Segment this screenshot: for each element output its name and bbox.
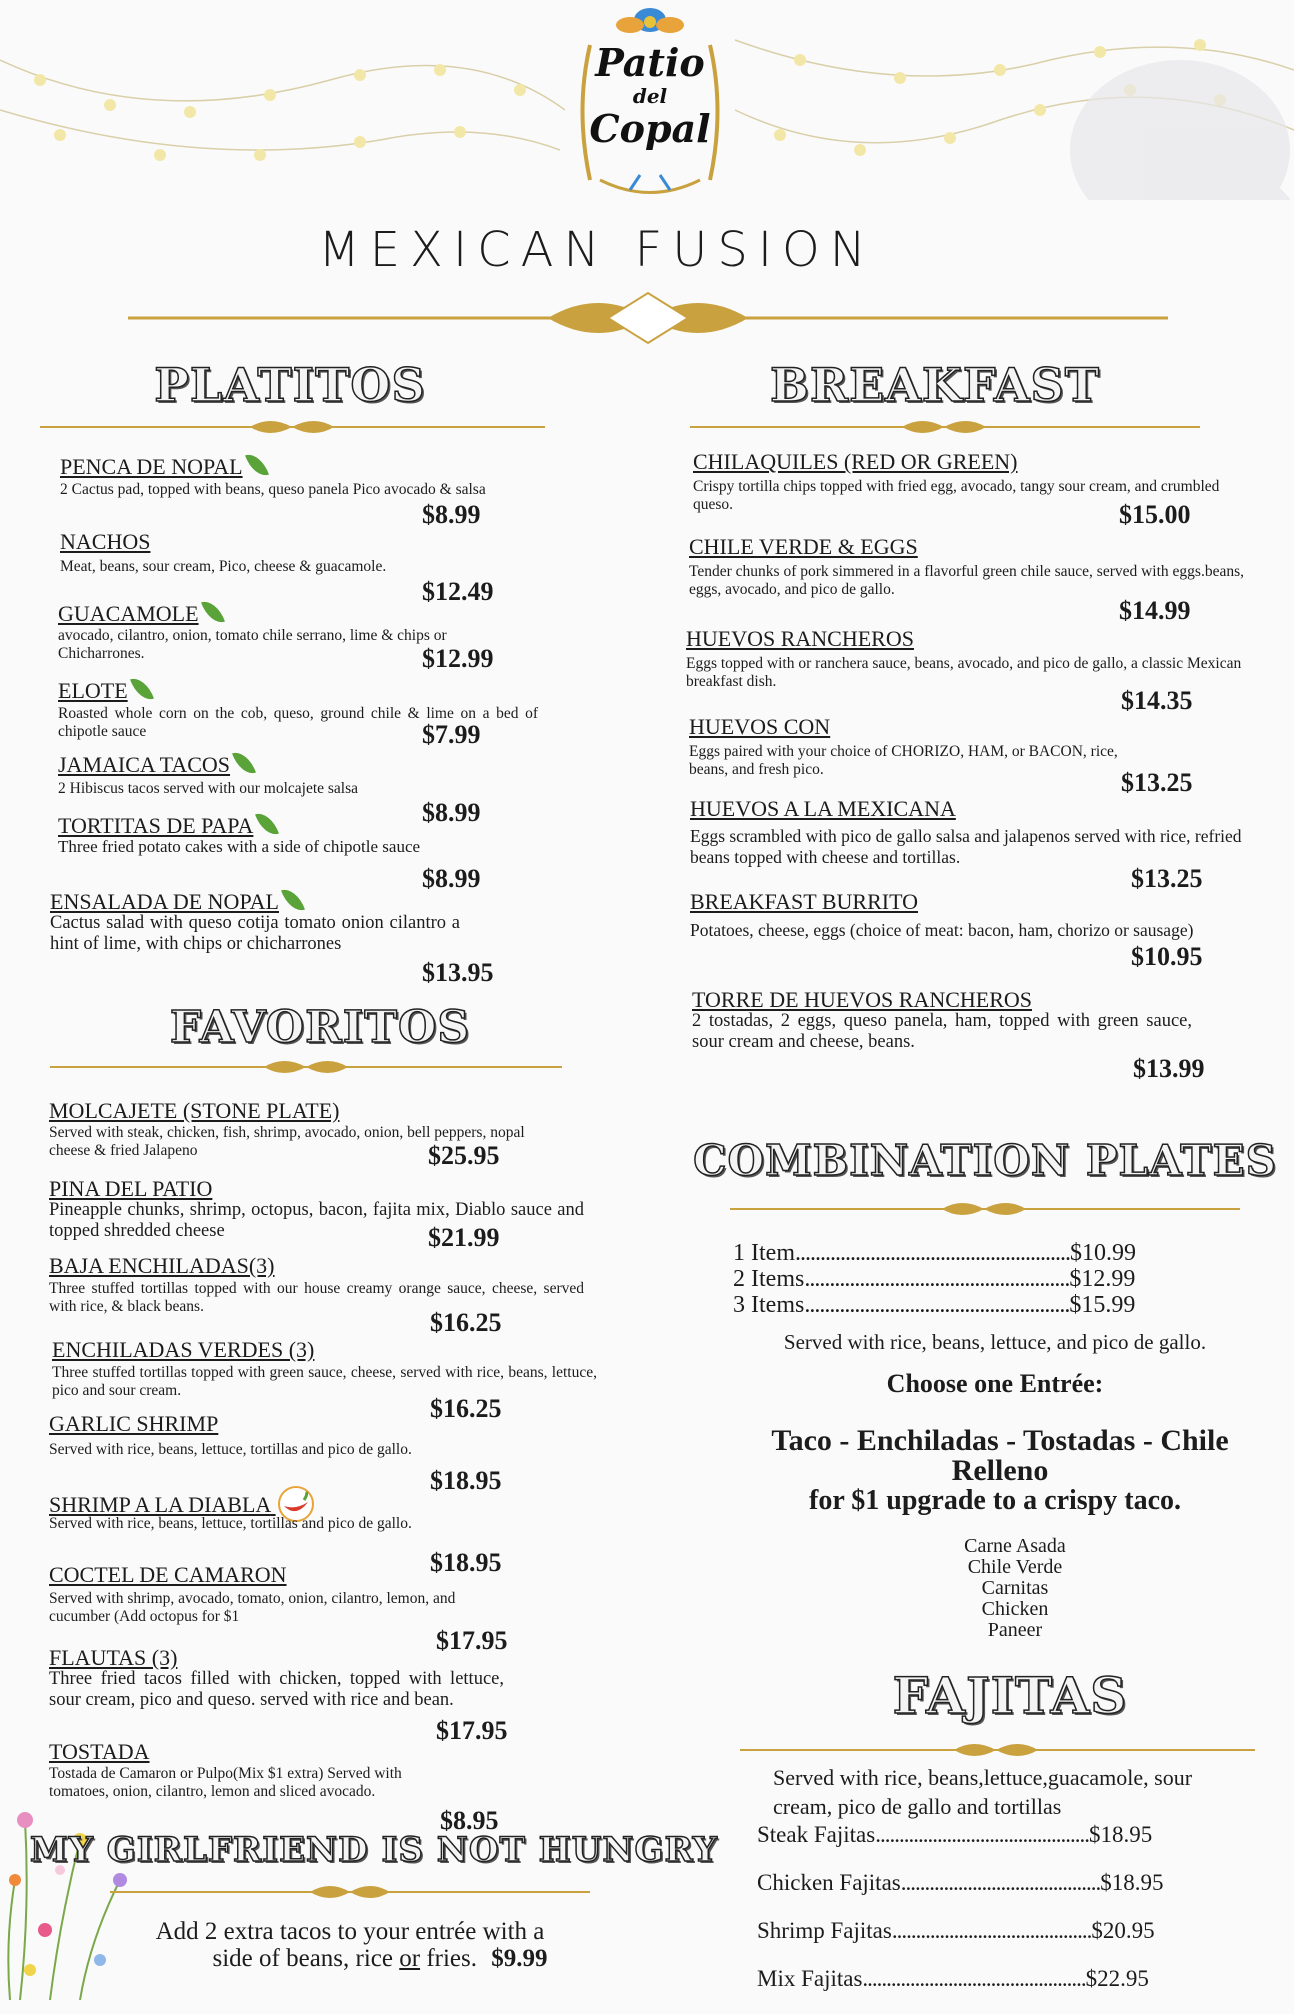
girlfriend-heading: MY GIRLFRIEND IS NOT HUNGRY: [30, 1830, 718, 1870]
combination-entrees: Taco - Enchiladas - Tostadas - Chile Relleno: [771, 1424, 1229, 1487]
page-subtitle: MEXICAN FUSION: [318, 222, 876, 278]
combination-upgrade: for $1 upgrade to a crispy taco.: [809, 1485, 1181, 1516]
fajita-line: Mix Fajitas...............................................$22.95: [757, 1966, 1149, 1991]
menu-item-desc: Crispy tortilla chips topped with fried egg, avocado, tangy sour cream, and crumbled queso.: [693, 478, 1220, 513]
favoritos-divider: [50, 1055, 562, 1079]
vegetarian-leaf-icon: [281, 885, 305, 915]
protein-option: Chile Verde: [967, 1556, 1063, 1578]
menu-item-name: GUACAMOLE: [58, 599, 221, 627]
menu-item-name: BAJA ENCHILADAS(3): [49, 1253, 275, 1278]
combination-heading: COMBINATION PLATES: [693, 1136, 1277, 1185]
menu-item-name: BREAKFAST BURRITO: [690, 889, 918, 914]
fajitas-served: Served with rice, beans,lettuce,guacamole, sour cream, pico de gallo and tortillas: [773, 1765, 1193, 1819]
menu-item-desc: Eggs topped with or ranchera sauce, beans, avocado, and pico de gallo, a classic Mexican breakfast dish.: [686, 655, 1242, 690]
combination-line: 3 Items.....................................................$15.99: [733, 1292, 1136, 1318]
menu-item-name: PINA DEL PATIO: [49, 1176, 213, 1201]
fajita-line: Chicken Fajitas..........................................$18.95: [757, 1870, 1164, 1895]
vegetarian-leaf-icon: [201, 597, 225, 627]
menu-item-price: $13.99: [1133, 1054, 1205, 1083]
fajitas-divider: [740, 1738, 1255, 1762]
menu-item-desc: Potatoes, cheese, eggs (choice of meat: bacon, ham, chorizo or sausage): [690, 920, 1194, 940]
menu-item-desc: Tender chunks of pork simmered in a flavorful green chile sauce, served with eggs.beans, eggs, avocado, and pico de gallo.: [689, 563, 1245, 598]
menu-item-name: ENSALADA DE NOPAL: [50, 887, 301, 915]
combination-proteins: [900, 1536, 1130, 1641]
menu-item-name: JAMAICA TACOS: [58, 750, 252, 778]
menu-item-desc: Served with shrimp, avocado, tomato, onion, cilantro, lemon, and cucumber (Add octopus for $1: [49, 1590, 456, 1625]
protein-option: Chicken: [981, 1598, 1049, 1620]
fajitas-heading: FAJITAS: [892, 1666, 1128, 1725]
menu-item-desc: Pineapple chunks, shrimp, octopus, bacon, fajita mix, Diablo sauce and topped shredded cheese: [49, 1200, 584, 1241]
combination-line: 2 Items.....................................................$12.99: [733, 1266, 1136, 1292]
menu-item-name: ENCHILADAS VERDES (3): [52, 1337, 315, 1362]
menu-item-price: $12.99: [422, 644, 494, 673]
menu-item-name: TOSTADA: [49, 1739, 150, 1764]
vegetarian-leaf-icon: [255, 809, 279, 839]
menu-item-price: $17.95: [436, 1626, 508, 1655]
vegetarian-leaf-icon: [245, 450, 269, 480]
menu-item-name: HUEVOS CON: [689, 714, 831, 739]
combination-choose: Choose one Entrée:: [886, 1369, 1104, 1398]
menu-item-price: $7.99: [422, 720, 481, 749]
combination-served: Served with rice, beans, lettuce, and pico de gallo.: [783, 1330, 1207, 1354]
menu-item-price: $14.35: [1121, 686, 1193, 715]
menu-item-name: HUEVOS A LA MEXICANA: [690, 796, 956, 821]
menu-item-name: CHILE VERDE & EGGS: [689, 534, 918, 559]
menu-item-desc: Three fried tacos filled with chicken, topped with lettuce, sour cream, pico and queso. served with rice and bean.: [49, 1669, 504, 1710]
menu-item-desc: Eggs scrambled with pico de gallo salsa and jalapenos served with rice, refried beans topped with cheese and tortillas.: [690, 826, 1242, 867]
menu-item-desc: Meat, beans, sour cream, Pico, cheese & guacamole.: [60, 558, 387, 575]
vegetarian-leaf-icon: [130, 674, 154, 704]
menu-item-desc: Served with steak, chicken, fish, shrimp, avocado, onion, bell peppers, nopal cheese & fried Jalapeno: [49, 1124, 525, 1159]
menu-item-desc: Roasted whole corn on the cob, queso, ground chile & lime on a bed of chipotle sauce: [58, 705, 538, 740]
menu-item-desc: 2 Cactus pad, topped with beans, queso panela Pico avocado & salsa: [60, 481, 486, 498]
menu-item-name: MOLCAJETE (STONE PLATE): [49, 1098, 340, 1123]
menu-item-desc: Eggs paired with your choice of CHORIZO, HAM, or BACON, rice, beans, and fresh pico.: [689, 743, 1118, 778]
menu-item-price: $8.99: [422, 798, 481, 827]
vegetarian-leaf-icon: [232, 748, 256, 778]
menu-item-name: TORRE DE HUEVOS RANCHEROS: [692, 987, 1033, 1012]
breakfast-heading: BREAKFAST: [770, 358, 1100, 412]
menu-item-name: COCTEL DE CAMARON: [49, 1562, 287, 1587]
protein-option: Carne Asada: [964, 1535, 1066, 1557]
protein-option: Paneer: [987, 1619, 1043, 1641]
menu-item-desc: Served with rice, beans, lettuce, tortillas and pico de gallo.: [49, 1441, 412, 1458]
menu-item-desc: Tostada de Camaron or Pulpo(Mix $1 extra) Served with tomatoes, onion, cilantro, lemon and sliced avocado.: [49, 1765, 402, 1800]
girlfriend-price: $9.99: [491, 1945, 548, 1972]
menu-item-price: $25.95: [428, 1141, 500, 1170]
platitos-divider: [40, 415, 545, 439]
menu-item-name: CHILAQUILES (RED OR GREEN): [693, 449, 1018, 474]
menu-item-desc: 2 Hibiscus tacos served with our molcajete salsa: [58, 780, 359, 797]
menu-item-price: $17.95: [436, 1716, 508, 1745]
menu-item-price: $13.25: [1121, 768, 1193, 797]
brand-line1: Patio: [595, 40, 705, 85]
platitos-heading: PLATITOS: [154, 358, 426, 412]
menu-item-price: $18.95: [430, 1466, 502, 1495]
menu-item-name: FLAUTAS (3): [49, 1645, 178, 1670]
main-ornament-divider: [128, 288, 1168, 348]
breakfast-divider: [690, 415, 1200, 439]
menu-item-name: ELOTE: [58, 676, 150, 704]
menu-item-desc: Three fried potato cakes with a side of chipotle sauce: [58, 837, 421, 856]
menu-item-price: $14.99: [1119, 596, 1191, 625]
girlfriend-line2: side of beans, rice or fries. $9.99: [212, 1945, 548, 1972]
fajita-line: Shrimp Fajitas..........................................$20.95: [757, 1918, 1155, 1943]
menu-item-price: $21.99: [428, 1223, 500, 1252]
girlfriend-divider: [110, 1880, 590, 1904]
combination-line: 1 Item.......................................................$10.99: [733, 1240, 1136, 1266]
girlfriend-line1: Add 2 extra tacos to your entrée with a: [155, 1918, 545, 1945]
menu-item-price: $12.49: [422, 577, 494, 606]
menu-item-name: NACHOS: [60, 529, 151, 554]
menu-item-desc: avocado, cilantro, onion, tomato chile serrano, lime & chips or Chicharrones.: [58, 627, 447, 662]
menu-item-price: $13.25: [1131, 864, 1203, 893]
brand-line2: del: [632, 84, 668, 108]
protein-option: Carnitas: [981, 1577, 1049, 1599]
menu-item-price: $13.95: [422, 958, 494, 987]
combination-price-list: [733, 1240, 1235, 1318]
menu-item-name: TORTITAS DE PAPA: [58, 811, 275, 839]
combination-divider: [730, 1197, 1240, 1221]
menu-item-desc: Served with rice, beans, lettuce, tortillas and pico de gallo.: [49, 1515, 412, 1532]
menu-item-name: HUEVOS RANCHEROS: [686, 626, 914, 651]
menu-item-desc: 2 tostadas, 2 eggs, queso panela, ham, topped with green sauce, sour cream and cheese, beans.: [692, 1011, 1192, 1052]
menu-item-price: $8.99: [422, 500, 481, 529]
menu-item-desc: Three stuffed tortillas topped with our house creamy orange sauce, cheese, served with rice, & black beans.: [49, 1280, 584, 1315]
menu-item-price: $8.99: [422, 864, 481, 893]
fajitas-price-list: [757, 1822, 1257, 2014]
restaurant-logo: [565, 0, 735, 210]
menu-item-name: GARLIC SHRIMP: [49, 1411, 219, 1436]
menu-item-price: $18.95: [430, 1548, 502, 1577]
menu-item-price: $8.95: [440, 1806, 499, 1835]
menu-item-name: PENCA DE NOPAL: [60, 452, 265, 480]
menu-item-price: $16.25: [430, 1394, 502, 1423]
menu-item-price: $16.25: [430, 1308, 502, 1337]
menu-item-desc: Cactus salad with queso cotija tomato onion cilantro a hint of lime, with chips or chicharrones: [50, 913, 460, 954]
favoritos-heading: FAVORITOS: [169, 1002, 471, 1053]
menu-item-desc: Three stuffed tortillas topped with green sauce, cheese, served with rice, beans, lettuce, pico and sour cream.: [52, 1364, 597, 1399]
menu-item-name: SHRIMP A LA DIABLA: [49, 1484, 316, 1524]
menu-item-price: $10.95: [1131, 942, 1203, 971]
brand-line3: Copal: [589, 106, 711, 151]
menu-item-price: $15.00: [1119, 500, 1191, 529]
fajita-line: Steak Fajitas.............................................$18.95: [757, 1822, 1153, 1847]
